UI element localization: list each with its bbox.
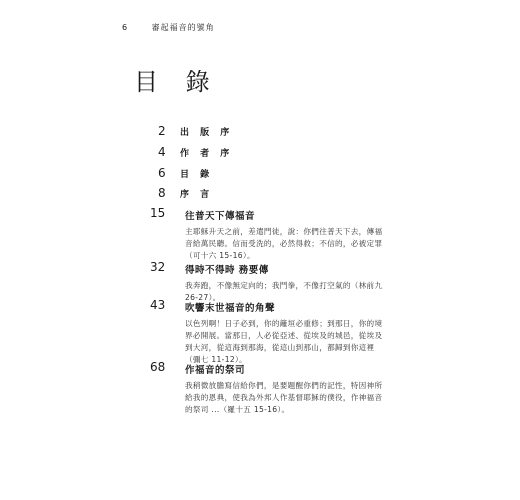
toc-entry-title: 往普天下傳福音	[185, 211, 256, 222]
toc-item-title: 出 版 序	[180, 128, 234, 138]
toc-item-page: 2	[158, 124, 166, 138]
toc-item	[158, 145, 233, 159]
toc-item-page: 8	[158, 186, 166, 200]
toc-item	[158, 124, 233, 138]
toc-item-page: 6	[158, 166, 166, 180]
header-book-title: 審起福音的號角	[151, 23, 215, 32]
toc-item-title: 目 錄	[180, 170, 214, 180]
toc-entry-page: 43	[150, 298, 166, 312]
header-page-number: 6	[122, 23, 129, 32]
toc-item	[158, 186, 213, 200]
toc-entry	[150, 208, 390, 262]
page-title: 目 錄	[134, 68, 220, 96]
toc-entry-description: 我奔跑，不像無定向的；我鬥拳，不像打空氣的（林前九 26-27）。	[185, 281, 383, 302]
toc-entry-page: 68	[150, 360, 166, 374]
toc-entry-description: 主耶穌升天之前，差遣門徒，說：你們往普天下去，傳福音給萬民聽。信而受洗的，必然得救；不信的，必被定罪（可十六 15-16）。	[185, 227, 383, 260]
toc-item	[158, 166, 213, 180]
toc-entry-description: 我稍微放膽寫信給你們，是要題醒你們的記性，特因神所給我的恩典，使我為外邦人作基督耶穌的僕役，作神福音的祭司 ...（羅十五 15-16）。	[185, 381, 383, 414]
toc-entry-description: 以色列啊！日子必到，你的籬垣必重修；到那日，你的境界必開展。當那日，人必從亞述、從埃及的城邑，從埃及到大河，從這海到那海，從這山到那山，都歸到你這裡（彌七 11-12）。	[185, 319, 383, 364]
toc-entry-title: 得時不得時 務要傳	[185, 265, 269, 276]
toc-entry	[150, 300, 390, 366]
toc-entry-title: 吹響末世福音的角聲	[185, 303, 276, 314]
toc-entry-page: 32	[150, 260, 166, 274]
toc-entry-title: 作福音的祭司	[185, 365, 246, 376]
toc-entry-page: 15	[150, 206, 166, 220]
toc-entry	[150, 362, 390, 416]
toc-item-title: 序 言	[180, 190, 214, 200]
toc-entry	[150, 262, 390, 304]
toc-item-page: 4	[158, 145, 166, 159]
toc-item-title: 作 者 序	[180, 149, 234, 159]
running-header	[122, 22, 215, 33]
